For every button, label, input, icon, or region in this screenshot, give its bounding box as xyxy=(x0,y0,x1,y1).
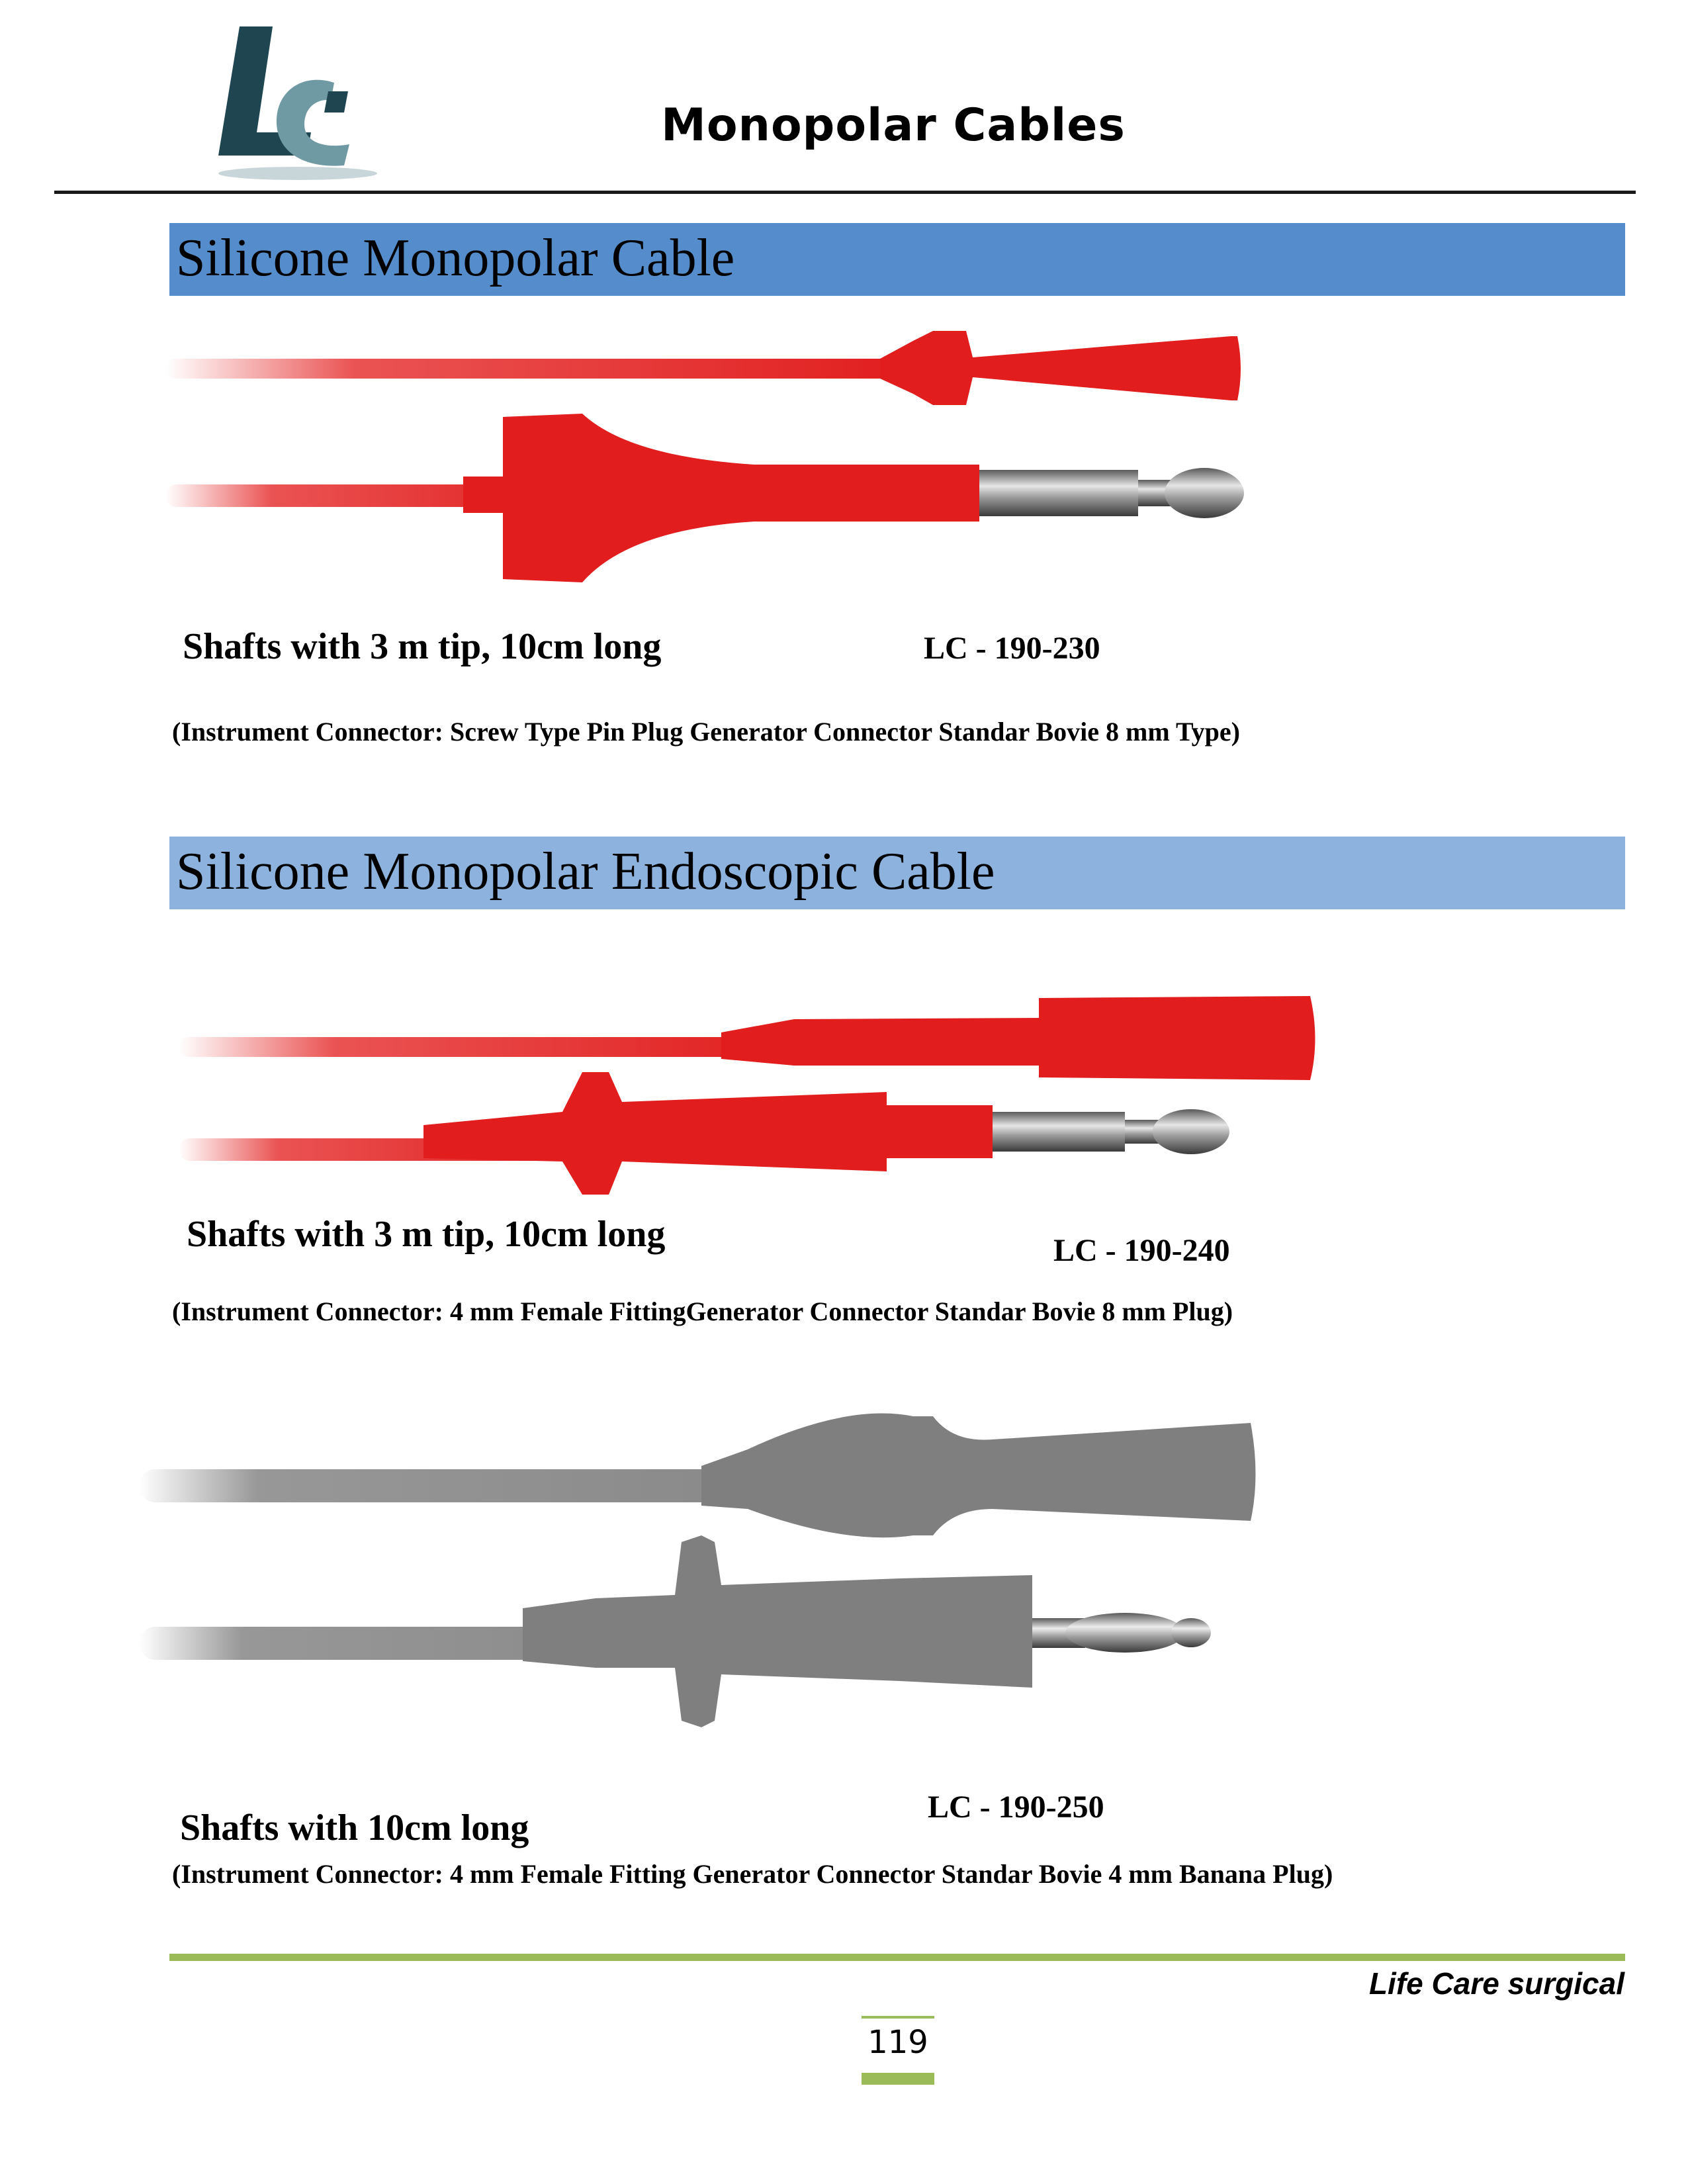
product-code: LC - 190-230 xyxy=(924,631,1100,666)
page-title: Monopolar Cables xyxy=(661,99,1126,152)
header-divider xyxy=(54,191,1636,194)
red-monopolar-cable-photo-icon xyxy=(119,311,1376,589)
section-heading-band xyxy=(169,837,1625,909)
footer-brand: Life Care surgical xyxy=(1368,1966,1624,2001)
product-code: LC - 190-250 xyxy=(928,1790,1104,1825)
product-shaft-text: Shafts with 10cm long xyxy=(180,1807,529,1848)
gray-banana-plug-cable-photo-icon xyxy=(119,1377,1376,1747)
product-connector-text: (Instrument Connector: 4 mm Female Fitting Generator Connector Standar Bovie 4 mm Banana Plug) xyxy=(172,1859,1333,1889)
page-number-bottom-bar xyxy=(862,2073,934,2085)
product-connector-text: (Instrument Connector: 4 mm Female FittingGenerator Connector Standar Bovie 8 mm Plug) xyxy=(172,1297,1233,1326)
red-endoscopic-cable-photo-icon xyxy=(119,966,1376,1211)
product-connector-text: (Instrument Connector: Screw Type Pin Plug Generator Connector Standar Bovie 8 mm Type) xyxy=(172,717,1240,747)
product-shaft-text: Shafts with 3 m tip, 10cm long xyxy=(187,1214,666,1255)
footer-divider xyxy=(169,1954,1625,1961)
product-code: LC - 190-240 xyxy=(1053,1233,1230,1268)
section-heading: Silicone Monopolar Endoscopic Cable xyxy=(176,842,995,901)
page-number-top-line xyxy=(862,2016,934,2019)
section-heading: Silicone Monopolar Cable xyxy=(176,229,735,287)
page-number: 119 xyxy=(867,2024,928,2061)
section-heading-band xyxy=(169,223,1625,296)
product-shaft-text: Shafts with 3 m tip, 10cm long xyxy=(183,626,662,667)
